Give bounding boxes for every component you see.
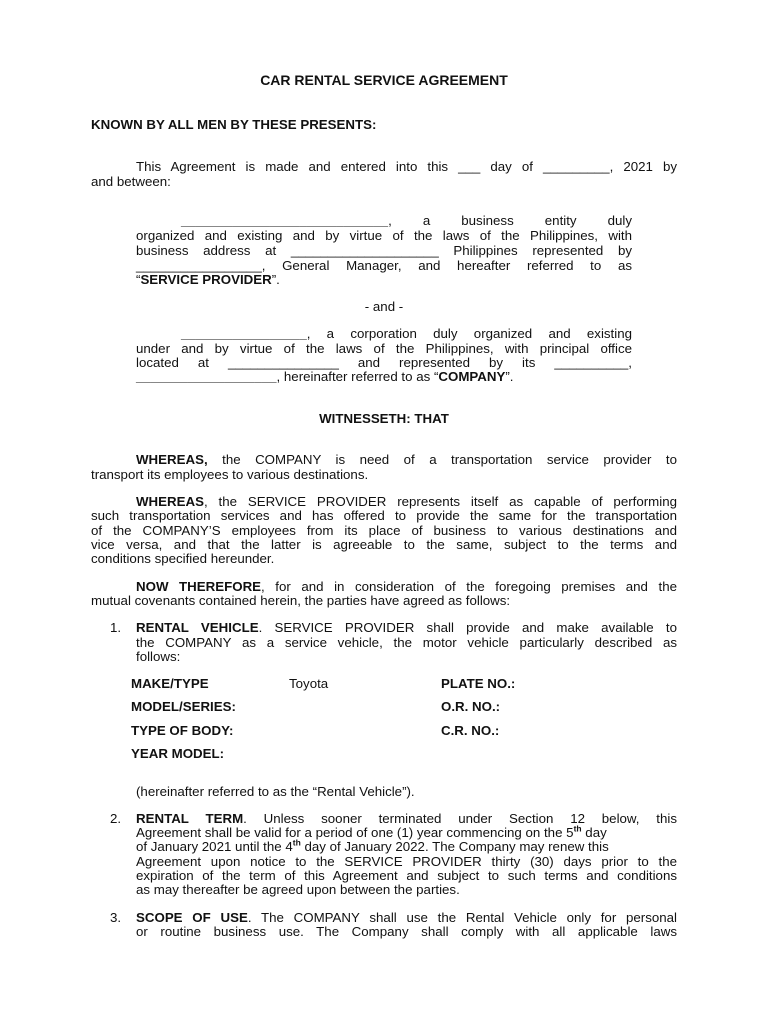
intro-line-1: This Agreement is made and entered into this ___ day of _________, 2021 by xyxy=(136,159,677,174)
section-2-line-3-end: day of January 2022. The Company may renew this xyxy=(300,839,609,854)
year-model-label: YEAR MODEL: xyxy=(131,746,225,761)
party2-line-3: located at _______________ and represented by its __________, xyxy=(136,355,632,370)
whereas2-line-4: vice versa, and that the latter is agreeable to the same, subject to the terms and xyxy=(91,537,677,552)
whereas2-line-3: of the COMPANY’S employees from its place of business to various destinations and xyxy=(91,523,677,538)
party2-line-1-text: , a corporation duly organized and existing xyxy=(306,326,632,341)
whereas2-keyword: WHEREAS xyxy=(136,494,204,509)
quote-close: ”. xyxy=(505,369,514,384)
rental-vehicle-definition: (hereinafter referred to as the “Rental Vehicle”). xyxy=(136,784,415,799)
section-2-heading: RENTAL TERM xyxy=(136,811,244,826)
party1-line-5 xyxy=(136,273,280,288)
make-type-label: MAKE/TYPE xyxy=(131,676,209,691)
quote-close: ”. xyxy=(271,272,280,287)
party2-line-2: under and by virtue of the laws of the Philippines, with principal office xyxy=(136,341,632,356)
party1-name-blank: ____________________________ xyxy=(181,213,389,228)
section-3-heading: SCOPE OF USE xyxy=(136,910,248,925)
section-3-line-2: or routine business use. The Company shall comply with all applicable laws xyxy=(136,924,677,939)
party2-rep-blank: ___________________ xyxy=(136,369,277,384)
section-2-line-2-end: day xyxy=(581,825,607,840)
now-therefore-line-2: mutual covenants contained herein, the parties have agreed as follows: xyxy=(91,593,511,608)
plate-no-label: PLATE NO.: xyxy=(441,676,516,691)
quote-open: “ xyxy=(136,272,141,287)
section-2-line-2-text: Agreement shall be valid for a period of one (1) year commencing on the 5 xyxy=(136,825,574,840)
whereas2-line-1-text: , the SERVICE PROVIDER represents itself as capable of performing xyxy=(203,494,677,509)
now-therefore-keyword: NOW THEREFORE xyxy=(136,579,262,594)
make-type-value: Toyota xyxy=(289,676,329,691)
section-1-line-1 xyxy=(136,621,677,636)
whereas2-line-5: conditions specified hereunder. xyxy=(91,551,275,566)
section-3-number: 3. xyxy=(110,910,122,925)
model-series-label: MODEL/SERIES: xyxy=(131,699,236,714)
type-of-body-label: TYPE OF BODY: xyxy=(131,723,234,738)
and-separator: - and - xyxy=(364,299,404,314)
section-2-line-3-text: of January 2021 until the 4 xyxy=(136,839,293,854)
party1-line-1-text: , a business entity duly xyxy=(388,213,632,228)
now-therefore-line-1-text: , for and in consideration of the foregoing premises and the xyxy=(261,579,677,594)
witnesseth-heading: WITNESSETH: THAT xyxy=(319,411,449,426)
section-1-number: 1. xyxy=(110,620,122,635)
section-2-line-5: expiration of the term of this Agreement and subject to such terms and conditions xyxy=(136,868,677,883)
intro-line-2: and between: xyxy=(91,174,171,189)
section-3-line-1-text: . The COMPANY shall use the Rental Vehicle only for personal xyxy=(247,910,677,925)
party1-line-4-text: , General Manager, and hereafter referred to as xyxy=(261,258,632,273)
section-1-line-3: follows: xyxy=(136,649,181,664)
section-2-line-3 xyxy=(136,837,677,855)
whereas2-line-2: such transportation services and has offered to provide the same for the transportation xyxy=(91,508,677,523)
ordinal-suffix: th xyxy=(292,837,301,848)
party2-name-blank: _________________ xyxy=(181,326,307,341)
company-term: COMPANY xyxy=(438,369,506,384)
section-2-line-6: as may thereafter be agreed upon between the parties. xyxy=(136,882,460,897)
section-1-heading: RENTAL VEHICLE xyxy=(136,620,259,635)
or-no-label: O.R. NO.: xyxy=(441,699,501,714)
party2-line-4-text: , hereinafter referred to as “ xyxy=(276,369,439,384)
whereas1-line-1 xyxy=(136,453,677,468)
section-1-line-1-text: . SERVICE PROVIDER shall provide and make available to xyxy=(258,620,677,635)
party1-line-2: organized and existing and by virtue of the laws of the Philippines, with xyxy=(136,228,632,243)
whereas1-keyword: WHEREAS, xyxy=(136,452,208,467)
ordinal-suffix: th xyxy=(573,823,582,834)
section-1-line-2: the COMPANY as a service vehicle, the motor vehicle particularly described as xyxy=(136,635,677,650)
party2-line-4 xyxy=(136,370,513,385)
party1-line-1 xyxy=(181,214,632,229)
service-provider-term: SERVICE PROVIDER xyxy=(140,272,272,287)
document-title: CAR RENTAL SERVICE AGREEMENT xyxy=(260,72,508,88)
whereas1-line-1-text: the COMPANY is need of a transportation service provider to xyxy=(207,452,677,467)
section-2-line-4: Agreement upon notice to the SERVICE PROVIDER thirty (30) days prior to the xyxy=(136,854,677,869)
section-2-number: 2. xyxy=(110,811,122,826)
known-heading: KNOWN BY ALL MEN BY THESE PRESENTS: xyxy=(91,117,377,132)
section-2-line-1-text: . Unless sooner terminated under Section 12 below, this xyxy=(243,811,677,826)
whereas1-line-2: transport its employees to various destinations. xyxy=(91,467,369,482)
party1-line-3: business address at ____________________ Philippines represented by xyxy=(136,243,632,258)
cr-no-label: C.R. NO.: xyxy=(441,723,500,738)
party2-line-1 xyxy=(181,327,632,342)
party1-manager-blank: _________________ xyxy=(136,258,262,273)
